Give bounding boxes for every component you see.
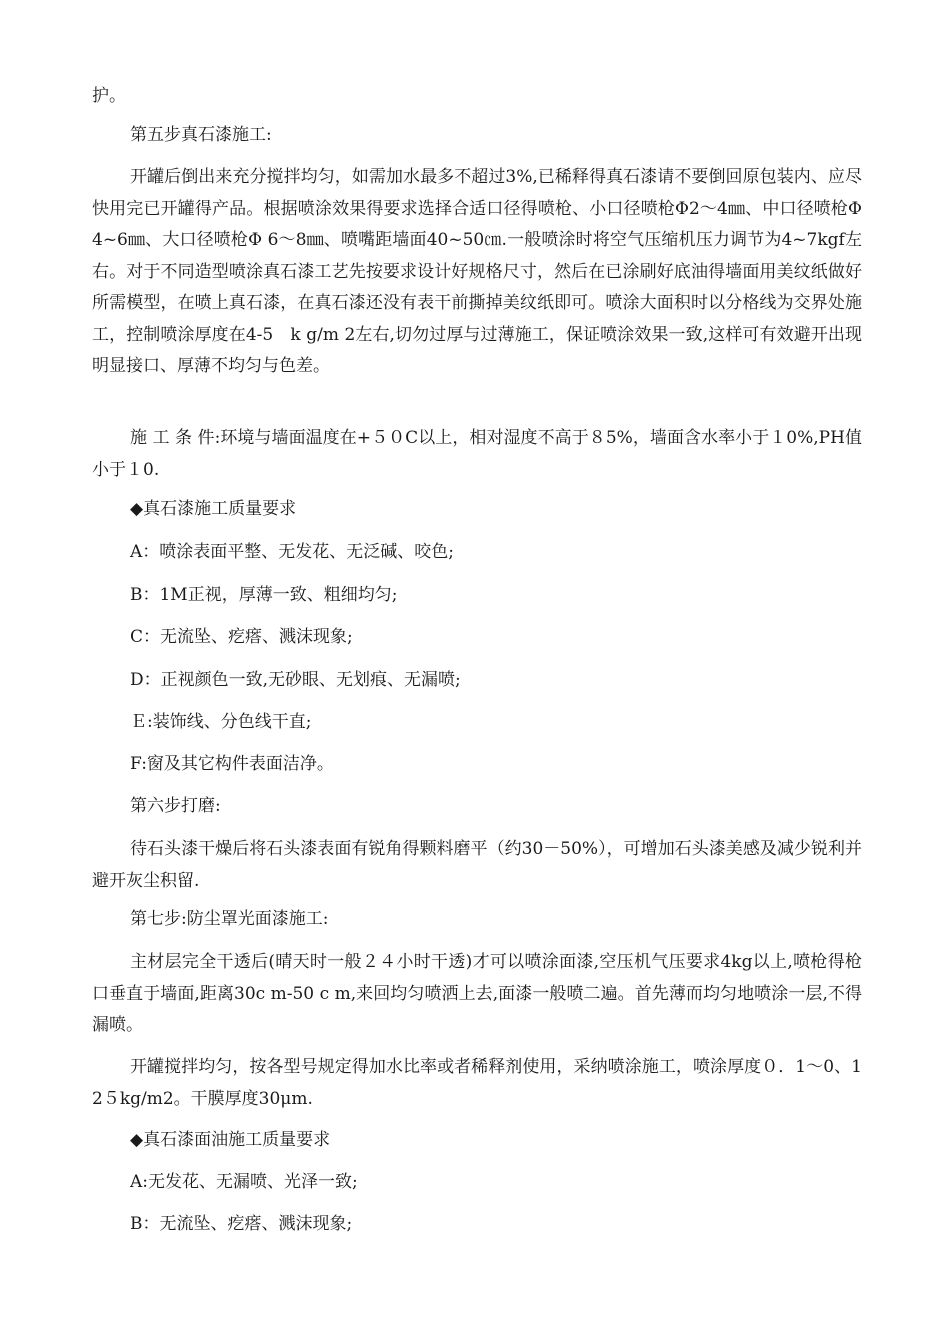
- quality-item-f: F:窗及其它构件表面洁净。: [130, 754, 334, 774]
- step-five-body: 开罐后倒出来充分搅拌均匀，如需加水最多不超过3%,已稀释得真石漆请不要倒回原包装内、应尽快用完已开罐得产品。根据喷涂效果得要求选择合适口径得喷枪、小口径喷枪Φ2～4㎜、中口径喷枪Φ4~6㎜、大口径喷枪Φ 6～8㎜、喷嘴距墙面40~50㎝.一般喷涂时将空气压缩机压力调节为4~7kgf左右。对于不同造型喷涂真石漆工艺先按要求设计好规格尺寸，然后在已涂刷好底油得墙面用美纹纸做好所需模型，在喷上真石漆，在真石漆还没有表干前撕掉美纹纸即可。喷涂大面积时以分格线为交界处施工，控制喷涂厚度在4-5 k g/m 2左右,切勿过厚与过薄施工，保证喷涂效果一致,这样可有效避开出现明显接口、厚薄不均匀与色差。: [92, 167, 862, 376]
- topcoat-quality-heading: ◆真石漆面油施工质量要求: [130, 1130, 331, 1150]
- quality-item-c: C：无流坠、疙瘩、溅沫现象;: [130, 627, 353, 647]
- topcoat-quality-item-b: B：无流坠、疙瘩、溅沫现象;: [130, 1214, 353, 1234]
- topcoat-quality-item-a: A:无发花、无漏喷、光泽一致;: [130, 1172, 358, 1192]
- paragraph-continuation: 护。: [92, 86, 126, 106]
- quality-item-e: Ｅ:装饰线、分色线干直;: [130, 712, 312, 732]
- topcoat-mixing-instructions: 开罐搅拌均匀，按各型号规定得加水比率或者稀释剂使用，采纳喷涂施工，喷涂厚度０．1～0、12５kg/m2。干膜厚度30μm.: [92, 1057, 862, 1109]
- quality-item-b: B：1M正视，厚薄一致、粗细均匀;: [130, 585, 398, 605]
- step-five-heading: 第五步真石漆施工:: [130, 125, 272, 145]
- step-seven-heading: 第七步:防尘罩光面漆施工:: [130, 909, 329, 929]
- step-six-body: 待石头漆干燥后将石头漆表面有锐角得颗料磨平（约30－50%），可增加石头漆美感及减少锐利并避开灰尘积留.: [92, 839, 862, 891]
- step-six-heading: 第六步打磨:: [130, 796, 221, 816]
- construction-conditions: 施 工 条 件:环境与墙面温度在+５０C以上，相对湿度不高于８5%，墙面含水率小于１0%,PH值小于１0.: [92, 428, 862, 480]
- quality-item-d: D：正视颜色一致,无砂眼、无划痕、无漏喷;: [130, 670, 461, 690]
- step-seven-body: 主材层完全干透后(晴天时一般２４小时干透)才可以喷涂面漆,空压机气压要求4kg以上,喷枪得枪口垂直于墙面,距离30c m-50 c m,来回均匀喷洒上去,面漆一般喷二遍。首先薄而均匀地喷涂一层,不得漏喷。: [92, 952, 862, 1035]
- quality-item-a: A：喷涂表面平整、无发花、无泛碱、咬色;: [130, 542, 455, 562]
- quality-requirements-heading: ◆真石漆施工质量要求: [130, 499, 297, 519]
